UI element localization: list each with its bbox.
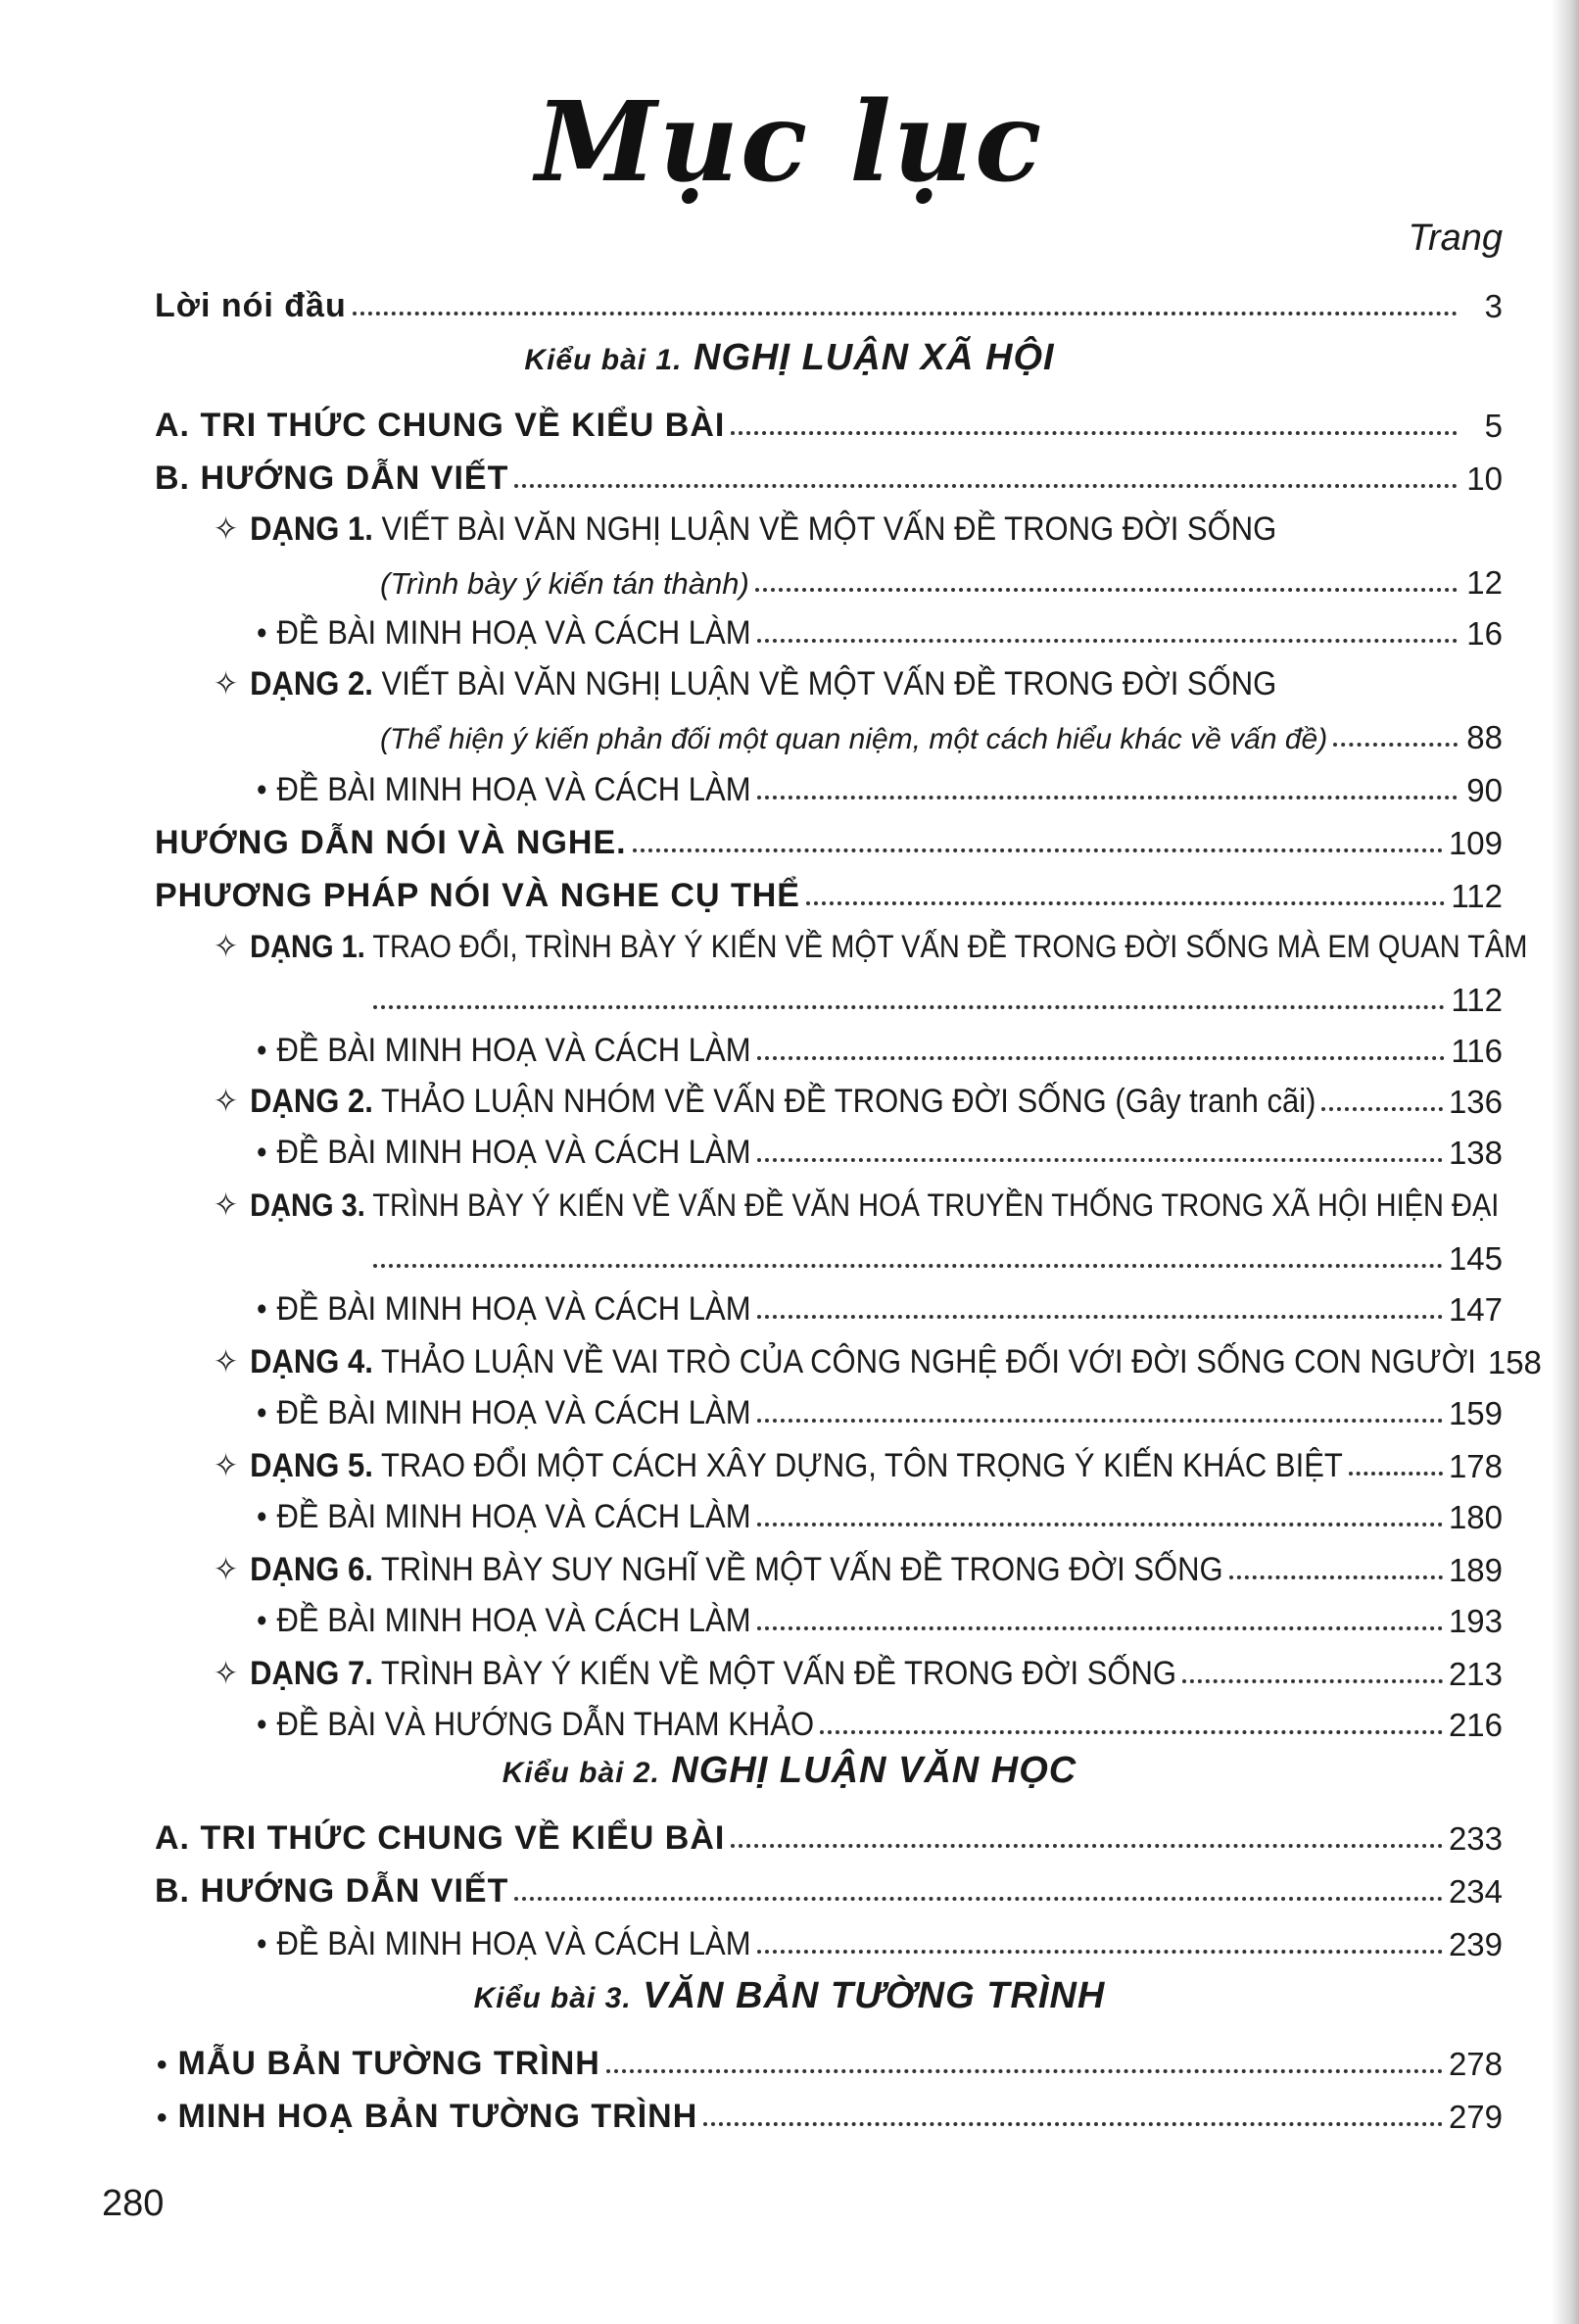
bullet-icon: • — [257, 1706, 267, 1743]
toc-entry-continuation[interactable]: 145 — [0, 1225, 1579, 1278]
page-title: Mục lục — [535, 78, 1044, 207]
dot-leader — [514, 1897, 1443, 1901]
toc-entry[interactable]: ✧ DẠNG 7. TRÌNH BÀY Ý KIẾN VỀ MỘT VẤN ĐỀ TRONG ĐỜI SỐNG 213 — [214, 1653, 1503, 1692]
dot-leader — [703, 2122, 1443, 2126]
toc-entry[interactable]: (Trình bày ý kiến tán thành) 12 — [380, 564, 1503, 601]
bullet-icon: • — [257, 614, 267, 652]
toc-entry[interactable]: • ĐỀ BÀI MINH HOẠ VÀ CÁCH LÀM 193 — [257, 1600, 1503, 1639]
bullet-icon: • — [257, 1925, 267, 1962]
toc-entry[interactable]: ✧ DẠNG 3. TRÌNH BÀY Ý KIẾN VỀ VẤN ĐỀ VĂN HOÁ TRUYỀN THỐNG TRONG XÃ HỘI HIỆN ĐẠI — [214, 1186, 1500, 1224]
dot-leader — [757, 1950, 1443, 1954]
toc-entry[interactable]: • ĐỀ BÀI MINH HOẠ VÀ CÁCH LÀM 138 — [257, 1132, 1503, 1171]
dot-leader — [514, 484, 1458, 488]
dot-leader — [806, 901, 1445, 905]
dot-leader — [731, 1844, 1443, 1848]
dot-leader — [757, 1056, 1446, 1060]
toc-entry[interactable]: ✧ DẠNG 6. TRÌNH BÀY SUY NGHĨ VỀ MỘT VẤN ĐỀ TRONG ĐỜI SỐNG 189 — [214, 1549, 1503, 1588]
bullet-icon: • — [157, 2102, 168, 2134]
toc-entry[interactable]: A. TRI THỨC CHUNG VỀ KIỂU BÀI 233 — [155, 1819, 1503, 1857]
toc-entry[interactable]: • ĐỀ BÀI MINH HOẠ VÀ CÁCH LÀM 180 — [257, 1496, 1503, 1535]
toc-entry[interactable]: ✧ DẠNG 1. VIẾT BÀI VĂN NGHỊ LUẬN VỀ MỘT VẤN ĐỀ TRONG ĐỜI SỐNG — [214, 508, 1277, 548]
diamond-icon: ✧ — [214, 1551, 239, 1588]
diamond-icon: ✧ — [214, 1186, 239, 1224]
page-number: 280 — [102, 2183, 165, 2224]
bullet-icon: • — [257, 1290, 267, 1328]
toc-entry[interactable]: B. HƯỚNG DẪN VIẾT 234 — [155, 1872, 1503, 1910]
bullet-icon: • — [157, 2049, 168, 2081]
toc-entry[interactable]: • ĐỀ BÀI MINH HOẠ VÀ CÁCH LÀM 159 — [257, 1392, 1503, 1431]
dot-leader — [1229, 1575, 1443, 1579]
toc-entry[interactable]: • ĐỀ BÀI MINH HOẠ VÀ CÁCH LÀM 239 — [257, 1923, 1503, 1962]
diamond-icon: ✧ — [214, 665, 239, 702]
dot-leader — [633, 848, 1443, 852]
diamond-icon: ✧ — [214, 510, 239, 548]
toc-entry[interactable]: ✧ DẠNG 5. TRAO ĐỔI MỘT CÁCH XÂY DỰNG, TÔN TRỌNG Ý KIẾN KHÁC BIỆT 178 — [214, 1445, 1503, 1484]
bullet-icon: • — [257, 1602, 267, 1639]
diamond-icon: ✧ — [214, 1447, 239, 1484]
toc-entry[interactable]: ✧ DẠNG 2. VIẾT BÀI VĂN NGHỊ LUẬN VỀ MỘT VẤN ĐỀ TRONG ĐỜI SỐNG — [214, 663, 1277, 702]
toc-entry[interactable]: • ĐỀ BÀI MINH HOẠ VÀ CÁCH LÀM 116 — [257, 1030, 1503, 1069]
toc-entry[interactable]: • ĐỀ BÀI MINH HOẠ VÀ CÁCH LÀM 147 — [257, 1288, 1503, 1328]
page-column-label: Trang — [1408, 218, 1503, 259]
dot-leader — [731, 431, 1458, 435]
toc-entry[interactable]: ✧ DẠNG 1. TRAO ĐỔI, TRÌNH BÀY Ý KIẾN VỀ MỘT VẤN ĐỀ TRONG ĐỜI SỐNG MÀ EM QUAN TÂM — [214, 928, 1528, 965]
toc-entry[interactable]: • MẪU BẢN TƯỜNG TRÌNH 278 — [157, 2045, 1503, 2082]
toc-entry[interactable]: HƯỚNG DẪN NÓI VÀ NGHE. 109 — [155, 824, 1503, 861]
toc-entry[interactable]: • ĐỀ BÀI MINH HOẠ VÀ CÁCH LÀM 16 — [257, 612, 1503, 652]
dot-leader — [1182, 1679, 1443, 1683]
dot-leader — [820, 1730, 1443, 1734]
dot-leader — [757, 1158, 1443, 1162]
toc-entry[interactable]: • ĐỀ BÀI MINH HOẠ VÀ CÁCH LÀM 90 — [257, 769, 1503, 808]
toc-entry-preface[interactable]: Lời nói đầu 3 — [155, 287, 1503, 324]
section-heading-2: Kiểu bài 2. NGHỊ LUẬN VĂN HỌC — [502, 1750, 1077, 1791]
bullet-icon: • — [257, 771, 267, 808]
dot-leader — [757, 1419, 1443, 1423]
toc-entry[interactable]: ✧ DẠNG 4. THẢO LUẬN VỀ VAI TRÒ CỦA CÔNG NGHỆ ĐỐI VỚI ĐỜI SỐNG CON NGƯỜI 158 — [214, 1341, 1542, 1380]
bullet-icon: • — [257, 1498, 267, 1535]
diamond-icon: ✧ — [214, 1083, 239, 1120]
dot-leader — [373, 1264, 1443, 1268]
dot-leader — [606, 2069, 1443, 2073]
dot-leader — [1321, 1107, 1443, 1111]
toc-entry-continuation[interactable]: 112 — [0, 966, 1579, 1019]
toc-entry[interactable]: (Thể hiện ý kiến phản đối một quan niệm, một cách hiểu khác về vấn đề) 88 — [380, 719, 1503, 755]
dot-leader — [757, 796, 1458, 799]
toc-entry[interactable]: A. TRI THỨC CHUNG VỀ KIỂU BÀI 5 — [155, 407, 1503, 444]
bullet-icon: • — [257, 1134, 267, 1171]
dot-leader — [757, 639, 1458, 643]
dot-leader — [757, 1626, 1443, 1630]
dot-leader — [757, 1523, 1443, 1526]
toc-entry[interactable]: B. HƯỚNG DẪN VIẾT 10 — [155, 460, 1503, 497]
diamond-icon: ✧ — [214, 1343, 239, 1380]
section-heading-3: Kiểu bài 3. VĂN BẢN TƯỜNG TRÌNH — [473, 1975, 1106, 2016]
toc-entry[interactable]: PHƯƠNG PHÁP NÓI VÀ NGHE CỤ THỂ 112 — [155, 877, 1503, 914]
dot-leader — [1349, 1472, 1443, 1476]
diamond-icon: ✧ — [214, 928, 239, 965]
diamond-icon: ✧ — [214, 1655, 239, 1692]
dot-leader — [353, 312, 1458, 315]
dot-leader — [373, 1005, 1445, 1009]
bullet-icon: • — [257, 1394, 267, 1431]
dot-leader — [757, 1315, 1443, 1319]
toc-entry[interactable]: • MINH HOẠ BẢN TƯỜNG TRÌNH 279 — [157, 2098, 1503, 2135]
toc-entry[interactable]: • ĐỀ BÀI VÀ HƯỚNG DẪN THAM KHẢO 216 — [257, 1704, 1503, 1743]
section-heading-1: Kiểu bài 1. NGHỊ LUẬN XÃ HỘI — [524, 337, 1055, 378]
toc-entry[interactable]: ✧ DẠNG 2. THẢO LUẬN NHÓM VỀ VẤN ĐỀ TRONG ĐỜI SỐNG (Gây tranh cãi) 136 — [214, 1081, 1503, 1120]
dot-leader — [1333, 743, 1458, 747]
bullet-icon: • — [257, 1032, 267, 1069]
dot-leader — [755, 588, 1458, 592]
